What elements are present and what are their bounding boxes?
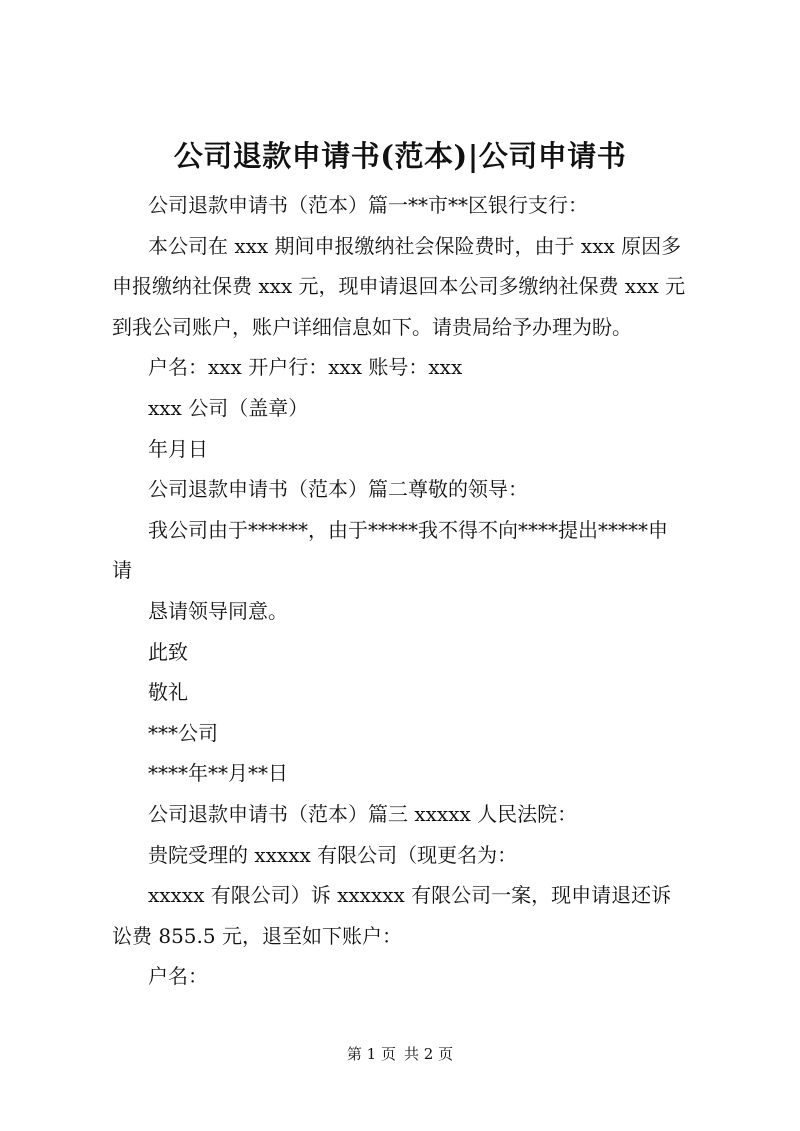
page-total: 共 2 页 [404,1045,454,1063]
paragraph: 公司退款申请书（范本）篇三 xxxxx 人民法院： [148,801,578,826]
paragraph: ***公司 [148,720,218,745]
paragraph: 我公司由于******，由于*****我不得不向****提出*****申 [148,517,668,542]
page-number: 第 1 页 [346,1045,396,1063]
paragraph: 此致 [148,639,188,664]
paragraph: 贵院受理的 xxxxx 有限公司（现更名为： [148,842,518,867]
paragraph: 公司退款申请书（范本）篇一**市**区银行支行： [148,193,588,217]
paragraph: 户名： [148,964,208,989]
paragraph: 户名：xxx 开户行：xxx 账号：xxx [148,355,463,380]
paragraph: 讼费 855.5 元，退至如下账户： [112,923,402,948]
paragraph: xxx 公司（盖章） [148,395,309,420]
document-body [112,185,712,997]
paragraph: 年月日 [148,436,208,461]
paragraph: 公司退款申请书（范本）篇二尊敬的领导： [148,477,528,502]
paragraph: 申报缴纳社保费 xxx 元，现申请退回本公司多缴纳社保费 xxx 元 [112,274,686,299]
paragraph: 到我公司账户，账户详细信息如下。请贵局给予办理为盼。 [112,314,632,339]
page-footer [0,1043,800,1065]
paragraph: 请 [112,558,132,583]
document-title: 公司退款申请书(范本)|公司申请书 [173,139,627,173]
paragraph: ****年**月**日 [148,761,288,786]
paragraph: 本公司在 xxx 期间申报缴纳社会保险费时，由于 xxx 原因多 [148,233,682,258]
paragraph: 恳请领导同意。 [148,598,288,623]
paragraph: xxxxx 有限公司）诉 xxxxxx 有限公司一案，现申请退还诉 [148,883,672,908]
paragraph: 敬礼 [148,680,188,705]
